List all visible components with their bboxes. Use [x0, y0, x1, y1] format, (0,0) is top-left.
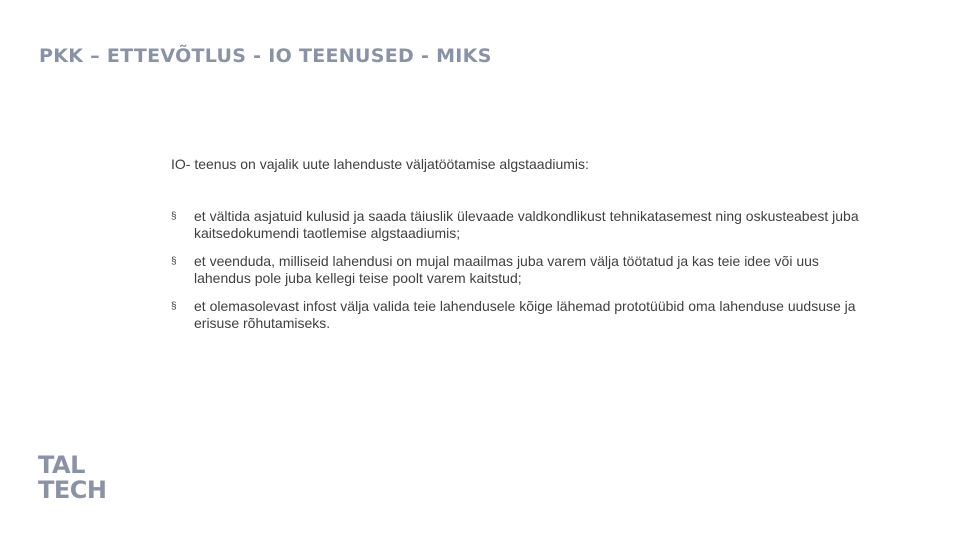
list-item	[171, 253, 871, 287]
bullet-icon: §	[171, 211, 177, 222]
bullet-text: et olemasolevast infost välja valida teie lahendusele kõige lähemad prototüübid oma lahenduse uudsuse ja erisuse rõhutamiseks.	[194, 298, 856, 331]
bullet-text: et vältida asjatuid kulusid ja saada täiuslik ülevaade valdkondlikust tehnikatasemest ning oskusteabest juba kaitsedokumendi taotlemise algstaadiumis;	[194, 208, 859, 241]
bullet-text: et veenduda, milliseid lahendusi on mujal maailmas juba varem välja töötatud ja kas teie idee või uus lahendus pole juba kellegi teise poolt varem kaitstud;	[194, 253, 819, 286]
intro-text: IO- teenus on vajalik uute lahenduste väljatöötamise algstaadiumis:	[171, 156, 589, 172]
list-item	[171, 208, 871, 242]
bullet-list	[171, 208, 871, 332]
list-item	[171, 298, 871, 332]
bullet-icon: §	[171, 256, 177, 267]
slide-content	[171, 156, 871, 343]
logo-line-2: TECH	[38, 476, 107, 500]
logo-line-1: TAL	[38, 452, 85, 479]
taltech-logo	[38, 452, 122, 500]
slide-title: PKK – ETTEVÕTLUS - IO TEENUSED - MIKS	[39, 45, 492, 67]
bullet-icon: §	[171, 301, 177, 312]
